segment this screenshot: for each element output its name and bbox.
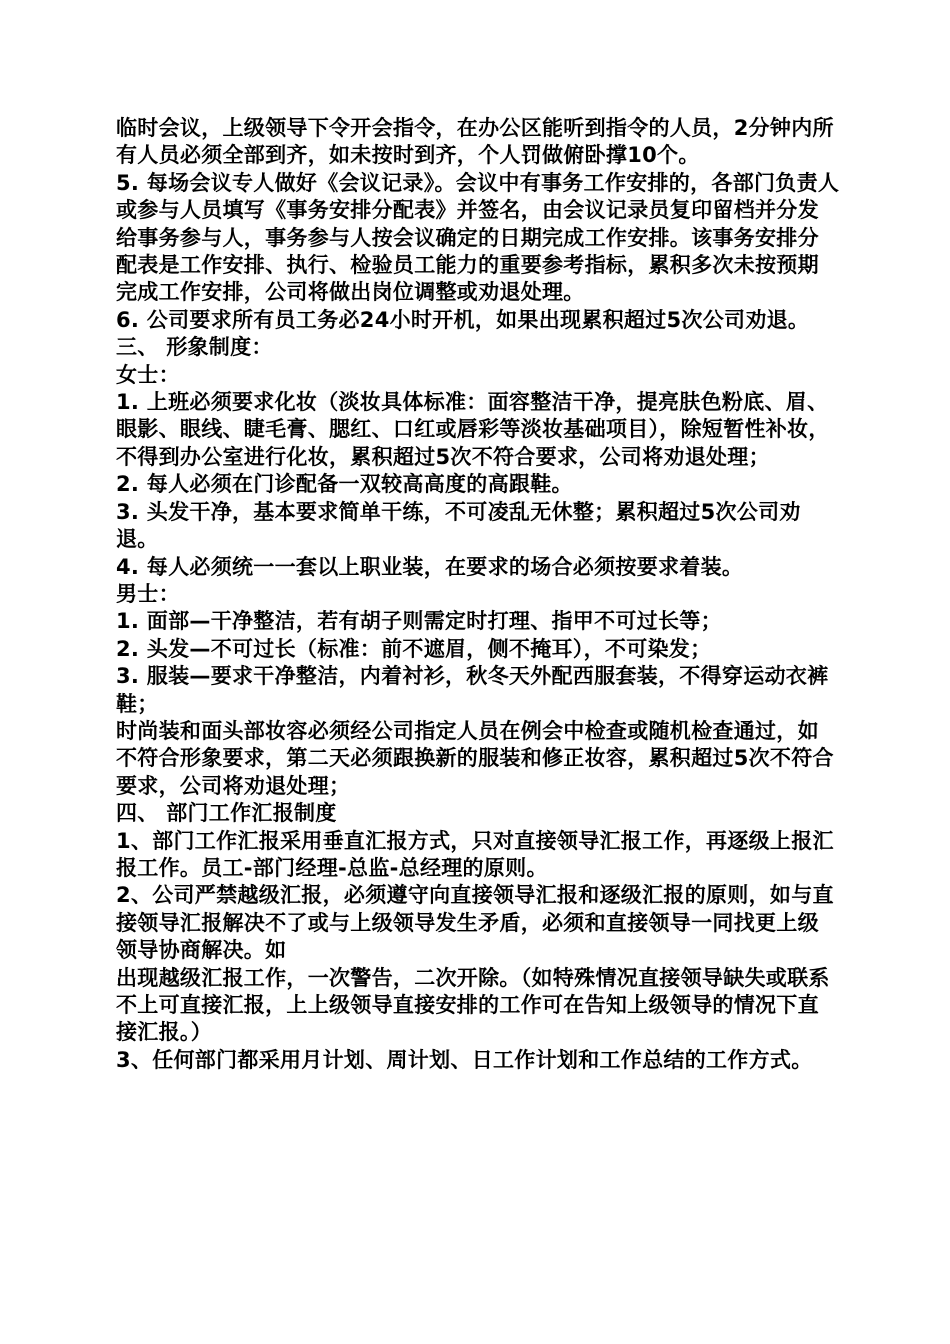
document-page xyxy=(116,115,840,1074)
paragraph-men-rule-2-hair: 2. 头发—不可过长（标准：前不遮眉，侧不掩耳），不可染发； xyxy=(116,636,712,661)
subheading-women: 女士： xyxy=(116,362,180,387)
paragraph-rule-6-phone-on: 6. 公司要求所有员工务必24小时开机，如果出现累积超过5次公司劝退。 xyxy=(116,307,810,332)
paragraph-women-rule-2-shoes: 2. 每人必须在门诊配备一双较高高度的高跟鞋。 xyxy=(116,472,573,497)
paragraph-image-inspection: 时尚装和面头部妆容必须经公司指定人员在例会中检查或随机检查通过，如不符合形象要求，第二天必须跟换新的服装和修正妆容，累积超过5次不符合要求，公司将劝退处理； xyxy=(116,718,834,798)
paragraph-reporting-rule-3: 3、任何部门都采用月计划、周计划、日工作计划和工作总结的工作方式。 xyxy=(116,1047,813,1072)
paragraph-meeting-attendance: 临时会议，上级领导下令开会指令，在办公区能听到指令的人员，2分钟内所有人员必须全部到齐，如未按时到齐，个人罚做俯卧撑10个。 xyxy=(116,116,834,168)
paragraph-reporting-rule-2-continued: 出现越级汇报工作，一次警告，二次开除。（如特殊情况直接领导缺失或联系不上可直接汇报，上上级领导直接安排的工作可在告知上级领导的情况下直接汇报。） xyxy=(116,965,830,1045)
paragraph-women-rule-3-hair: 3. 头发干净，基本要求简单干练，不可凌乱无休整；累积超过5次公司劝退。 xyxy=(116,499,801,552)
paragraph-women-rule-1-makeup: 1. 上班必须要求化妆（淡妆具体标准：面容整洁干净，提亮肤色粉底、眉、眼影、眼线、睫毛膏、腮红、口红或唇彩等淡妆基础项目），除短暂性补妆，不得到办公室进行化妆，累积超过5次不符合要求，公司将劝退处理； xyxy=(116,390,830,469)
paragraph-women-rule-4-uniform: 4. 每人必须统一一套以上职业装，在要求的场合必须按要求着装。 xyxy=(116,554,744,579)
paragraph-men-rule-1-face: 1. 面部—干净整洁，若有胡子则需定时打理、指甲不可过长等； xyxy=(116,609,722,634)
subheading-men: 男士： xyxy=(116,581,180,606)
section-heading-reporting-policy: 四、 部门工作汇报制度 xyxy=(116,801,337,826)
paragraph-reporting-rule-1: 1、部门工作汇报采用垂直汇报方式，只对直接领导汇报工作，再逐级上报汇报工作。员工-部门经理-总监-总经理的原则。 xyxy=(116,828,834,880)
section-heading-image-policy: 三、 形象制度： xyxy=(116,335,273,360)
paragraph-reporting-rule-2: 2、公司严禁越级汇报，必须遵守向直接领导汇报和逐级汇报的原则，如与直接领导汇报解决不了或与上级领导发生矛盾，必须和直接领导一同找更上级领导协商解决。如 xyxy=(116,883,834,963)
paragraph-rule-5-meeting-record: 5. 每场会议专人做好《会议记录》。会议中有事务工作安排的，各部门负责人或参与人员填写《事务安排分配表》并签名，由会议记录员复印留档并分发给事务参与人，事务参与人按会议确定的日期完成工作安排。该事务安排分配表是工作安排、执行、检验员工能力的重要参考指标，累积多次未按预期完成工作安排，公司将做出岗位调整或劝退处理。 xyxy=(116,170,840,305)
paragraph-men-rule-3-clothing: 3. 服装—要求干净整洁，内着衬衫，秋冬天外配西服套装，不得穿运动衣裤鞋； xyxy=(116,664,829,716)
